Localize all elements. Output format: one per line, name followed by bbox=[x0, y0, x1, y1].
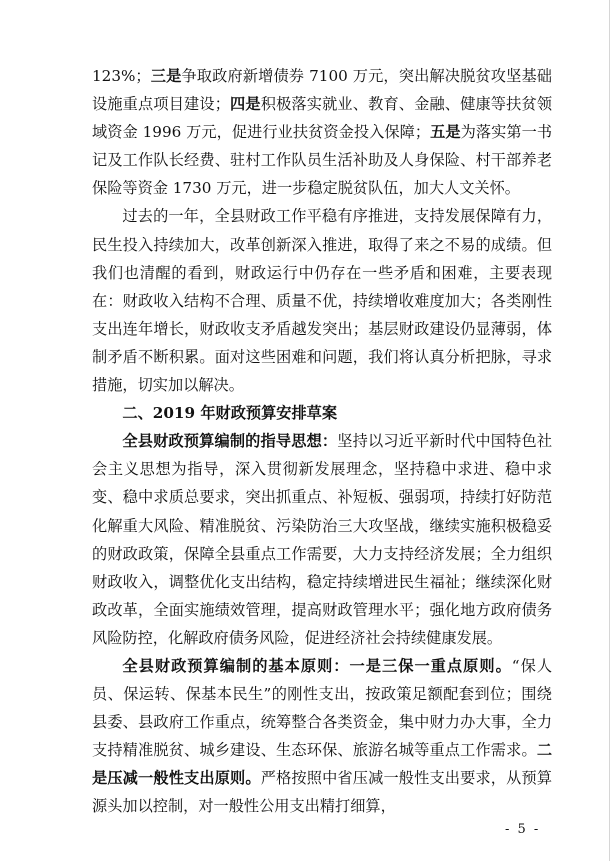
bold-lead: 全县财政预算编制的基本原则： bbox=[122, 656, 350, 675]
bold-marker: 二是压减一般性支出原则。 bbox=[92, 741, 552, 788]
text-run: 严格按照中省压减一般性支出要求，从预算源头加以控制，对一般性公用支出精打细算， bbox=[92, 769, 553, 816]
bold-marker: 一是三保一重点原则。 bbox=[349, 656, 512, 675]
text-run: 争取政府新增债券 7100 万元，突出解决脱贫攻坚基础设施重点项目建设； bbox=[92, 67, 552, 114]
text-run: “保人员、保运转、保基本民生”的刚性支出，按政策足额配套到位；围绕县委、县政府工作重点，统筹整合各类资金，集中财力办大事，全力支持精准脱贫、城乡建设、生态环保、旅游名城等重点工作需求。 bbox=[92, 656, 553, 760]
paragraph-review: 过去的一年，全县财政工作平稳有序推进，支持发展保障有力，民生投入持续加大，改革创新深入推进，取得了来之不易的成绩。但我们也清醒的看到，财政运行中仍存在一些矛盾和困难，主要表现在：财政收入结构不合理、质量不优，持续增收难度加大；各类刚性支出连年增长，财政收支矛盾越发突出；基层财政建设仍显薄弱，体制矛盾不断积累。面对这些困难和问题，我们将认真分析把脉，寻求措施，切实加以解决。 bbox=[92, 207, 552, 395]
document-body bbox=[92, 62, 552, 821]
text-run: 坚持以习近平新时代中国特色社会主义思想为指导，深入贯彻新发展理念，坚持稳中求进、稳中求变、稳中求质总要求，突出抓重点、补短板、强弱项，持续打好防范化解重大风险、精准脱贫、污染防治三大攻坚战，继续实施积极稳妥的财政政策，保障全县重点工作需要，大力支持经济发展；全力组织财政收入，调整优化支出结构，稳定持续增进民生福祉；继续深化财政改革，全面实施绩效管理，提高财政管理水平；强化地方政府债务风险防控，化解政府债务风险，促进经济社会持续健康发展。 bbox=[92, 432, 553, 647]
page-number: - 5 - bbox=[505, 822, 541, 837]
section-heading: 二、2019 年财政预算安排草案 bbox=[122, 404, 338, 423]
paragraph-continuation bbox=[92, 62, 552, 202]
text-run: 积极落实就业、教育、金融、健康等扶贫领域资金 1996 万元，促进行业扶贫资金投入保障； bbox=[92, 95, 553, 142]
paragraph-guiding-ideology bbox=[92, 427, 552, 652]
bold-marker: 五是 bbox=[430, 123, 461, 142]
text-run: 123%； bbox=[92, 67, 151, 85]
bold-lead: 全县财政预算编制的指导思想： bbox=[122, 432, 338, 451]
bold-marker: 三是 bbox=[150, 67, 182, 85]
bold-marker: 四是 bbox=[229, 95, 261, 114]
text-run: 为落实第一书记及工作队长经费、驻村工作队员生活补助及人身保险、村干部养老保险等资金 1730 万元，进一步稳定脱贫队伍，加大人文关怀。 bbox=[92, 123, 553, 198]
paragraph-basic-principles bbox=[92, 652, 552, 821]
